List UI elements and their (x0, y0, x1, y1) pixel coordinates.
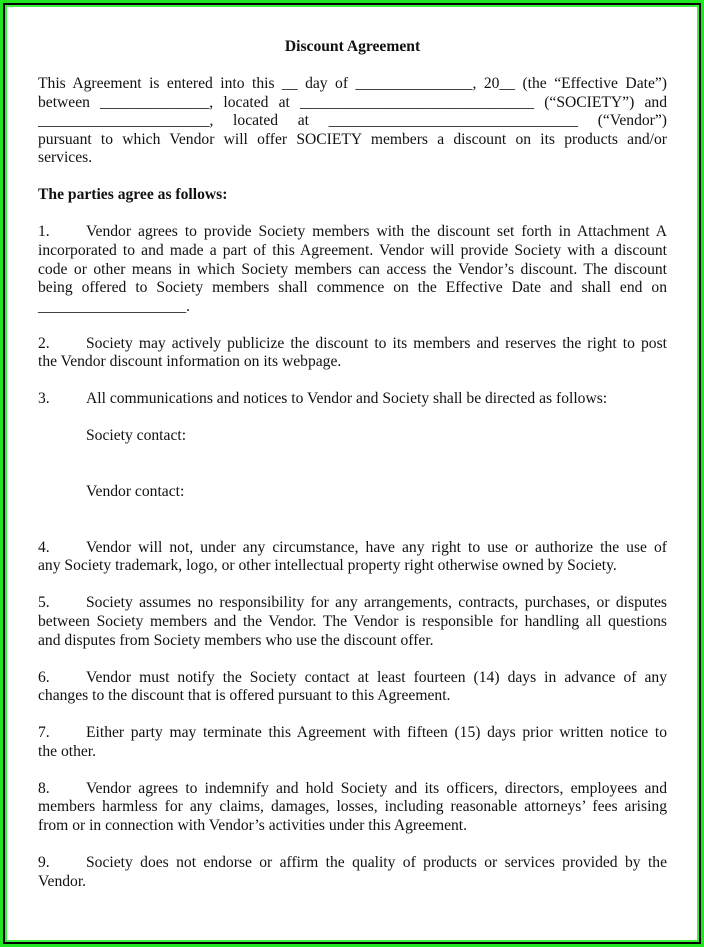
agreement-document (38, 38, 667, 891)
spacer (38, 520, 667, 539)
clause-number: 1. (38, 223, 50, 241)
clause-p7 (38, 724, 667, 761)
clause-line: incorporated to and made a part of this Agreement. Vendor will provide Society with a discount (38, 242, 667, 260)
clause-number: 9. (38, 854, 50, 872)
intro-line: services. (38, 149, 93, 167)
spacer (38, 372, 667, 391)
clause-p5 (38, 594, 667, 650)
clause-line: and disputes from Society members who use the discount offer. (38, 631, 434, 649)
clause-line: between Society members and the Vendor. The Vendor is responsible for handling all questions (38, 612, 667, 630)
clause-line (38, 539, 667, 558)
clause-text: Vendor must notify the Society contact at least fourteen (14) days in advance of any (86, 668, 667, 686)
clause-text: All communications and notices to Vendor and Society shall be directed as follows: (86, 390, 608, 408)
clause-text: Vendor agrees to provide Society members with the discount set forth in Attachment A (86, 223, 667, 241)
society-contact-label: Society contact: (86, 427, 187, 445)
clause-line: any Society trademark, logo, or other intellectual property right otherwise owned by Society. (38, 557, 617, 575)
clause-p3 (38, 390, 667, 409)
spacer (38, 650, 667, 669)
clause-number: 5. (38, 594, 50, 612)
clause-line (38, 390, 667, 409)
clause-line (38, 854, 667, 873)
spacer (38, 502, 667, 521)
clause-line (38, 780, 667, 799)
clause-line: code or other means in which Society members can access the Vendor’s discount. The discount (38, 260, 667, 278)
clause-text: Vendor will not, under any circumstance, have any right to use or authorize the use of (86, 538, 667, 556)
intro-line: ______________________, located at ________________________________ (“Vendor”) (38, 112, 667, 130)
clause-line: Vendor. (38, 872, 87, 890)
spacer (38, 576, 667, 595)
clause-line: changes to the discount that is offered pursuant to this Agreement. (38, 687, 451, 705)
spacer (38, 465, 667, 484)
spacer (38, 316, 667, 335)
spacer (38, 836, 667, 855)
spacer (38, 446, 667, 465)
intro-line: This Agreement is entered into this __ day of _______________, 20__ (the “Effective Date”) (38, 75, 667, 93)
clause-line (38, 669, 667, 688)
clause-line (38, 335, 667, 354)
clause-number: 4. (38, 538, 50, 556)
spacer (38, 706, 667, 725)
spacer (38, 409, 667, 428)
clause-text: Society may actively publicize the discount to its members and reserves the right to post (86, 334, 667, 352)
clause-line: from or in connection with Vendor’s activities under this Agreement. (38, 816, 468, 834)
document-title: Discount Agreement (284, 38, 421, 55)
clause-p1 (38, 223, 667, 316)
clause-line: the other. (38, 742, 97, 760)
intro-line: pursuant to which Vendor will offer SOCIETY members a discount on its products and/or (38, 130, 667, 148)
clause-text: Society does not endorse or affirm the quality of products or services provided by the (86, 854, 667, 872)
clause-text: Vendor agrees to indemnify and hold Society and its officers, directors, employees and (86, 779, 667, 797)
clause-p2 (38, 335, 667, 372)
clause-number: 3. (38, 390, 50, 408)
clause-line: being offered to Society members shall commence on the Effective Date and shall end on (38, 279, 667, 297)
intro-line: between ______________, located at ______________________________ (“SOCIETY”) and (38, 93, 667, 111)
parties-heading: The parties agree as follows: (38, 186, 228, 204)
clause-p9 (38, 854, 667, 891)
clause-line: the Vendor discount information on its webpage. (38, 353, 342, 371)
clause-p8 (38, 780, 667, 836)
clause-line (38, 223, 667, 242)
clause-text: Either party may terminate this Agreement with fifteen (15) days prior written notice to (86, 724, 667, 742)
clause-line (38, 724, 667, 743)
clause-number: 6. (38, 668, 50, 686)
clause-line: ___________________. (38, 297, 191, 315)
clause-line (38, 594, 667, 613)
intro-paragraph (38, 75, 667, 168)
clause-number: 8. (38, 779, 50, 797)
spacer (38, 761, 667, 780)
vendor-contact-label: Vendor contact: (86, 483, 185, 501)
clause-p6 (38, 669, 667, 706)
clause-number: 2. (38, 334, 50, 352)
spacer (38, 205, 667, 224)
clause-p4 (38, 539, 667, 576)
clause-line: members harmless for any claims, damages, losses, including reasonable attorneys’ fees arising (38, 798, 667, 816)
clause-text: Society assumes no responsibility for any arrangements, contracts, purchases, or disputes (86, 594, 667, 612)
clause-number: 7. (38, 724, 50, 742)
